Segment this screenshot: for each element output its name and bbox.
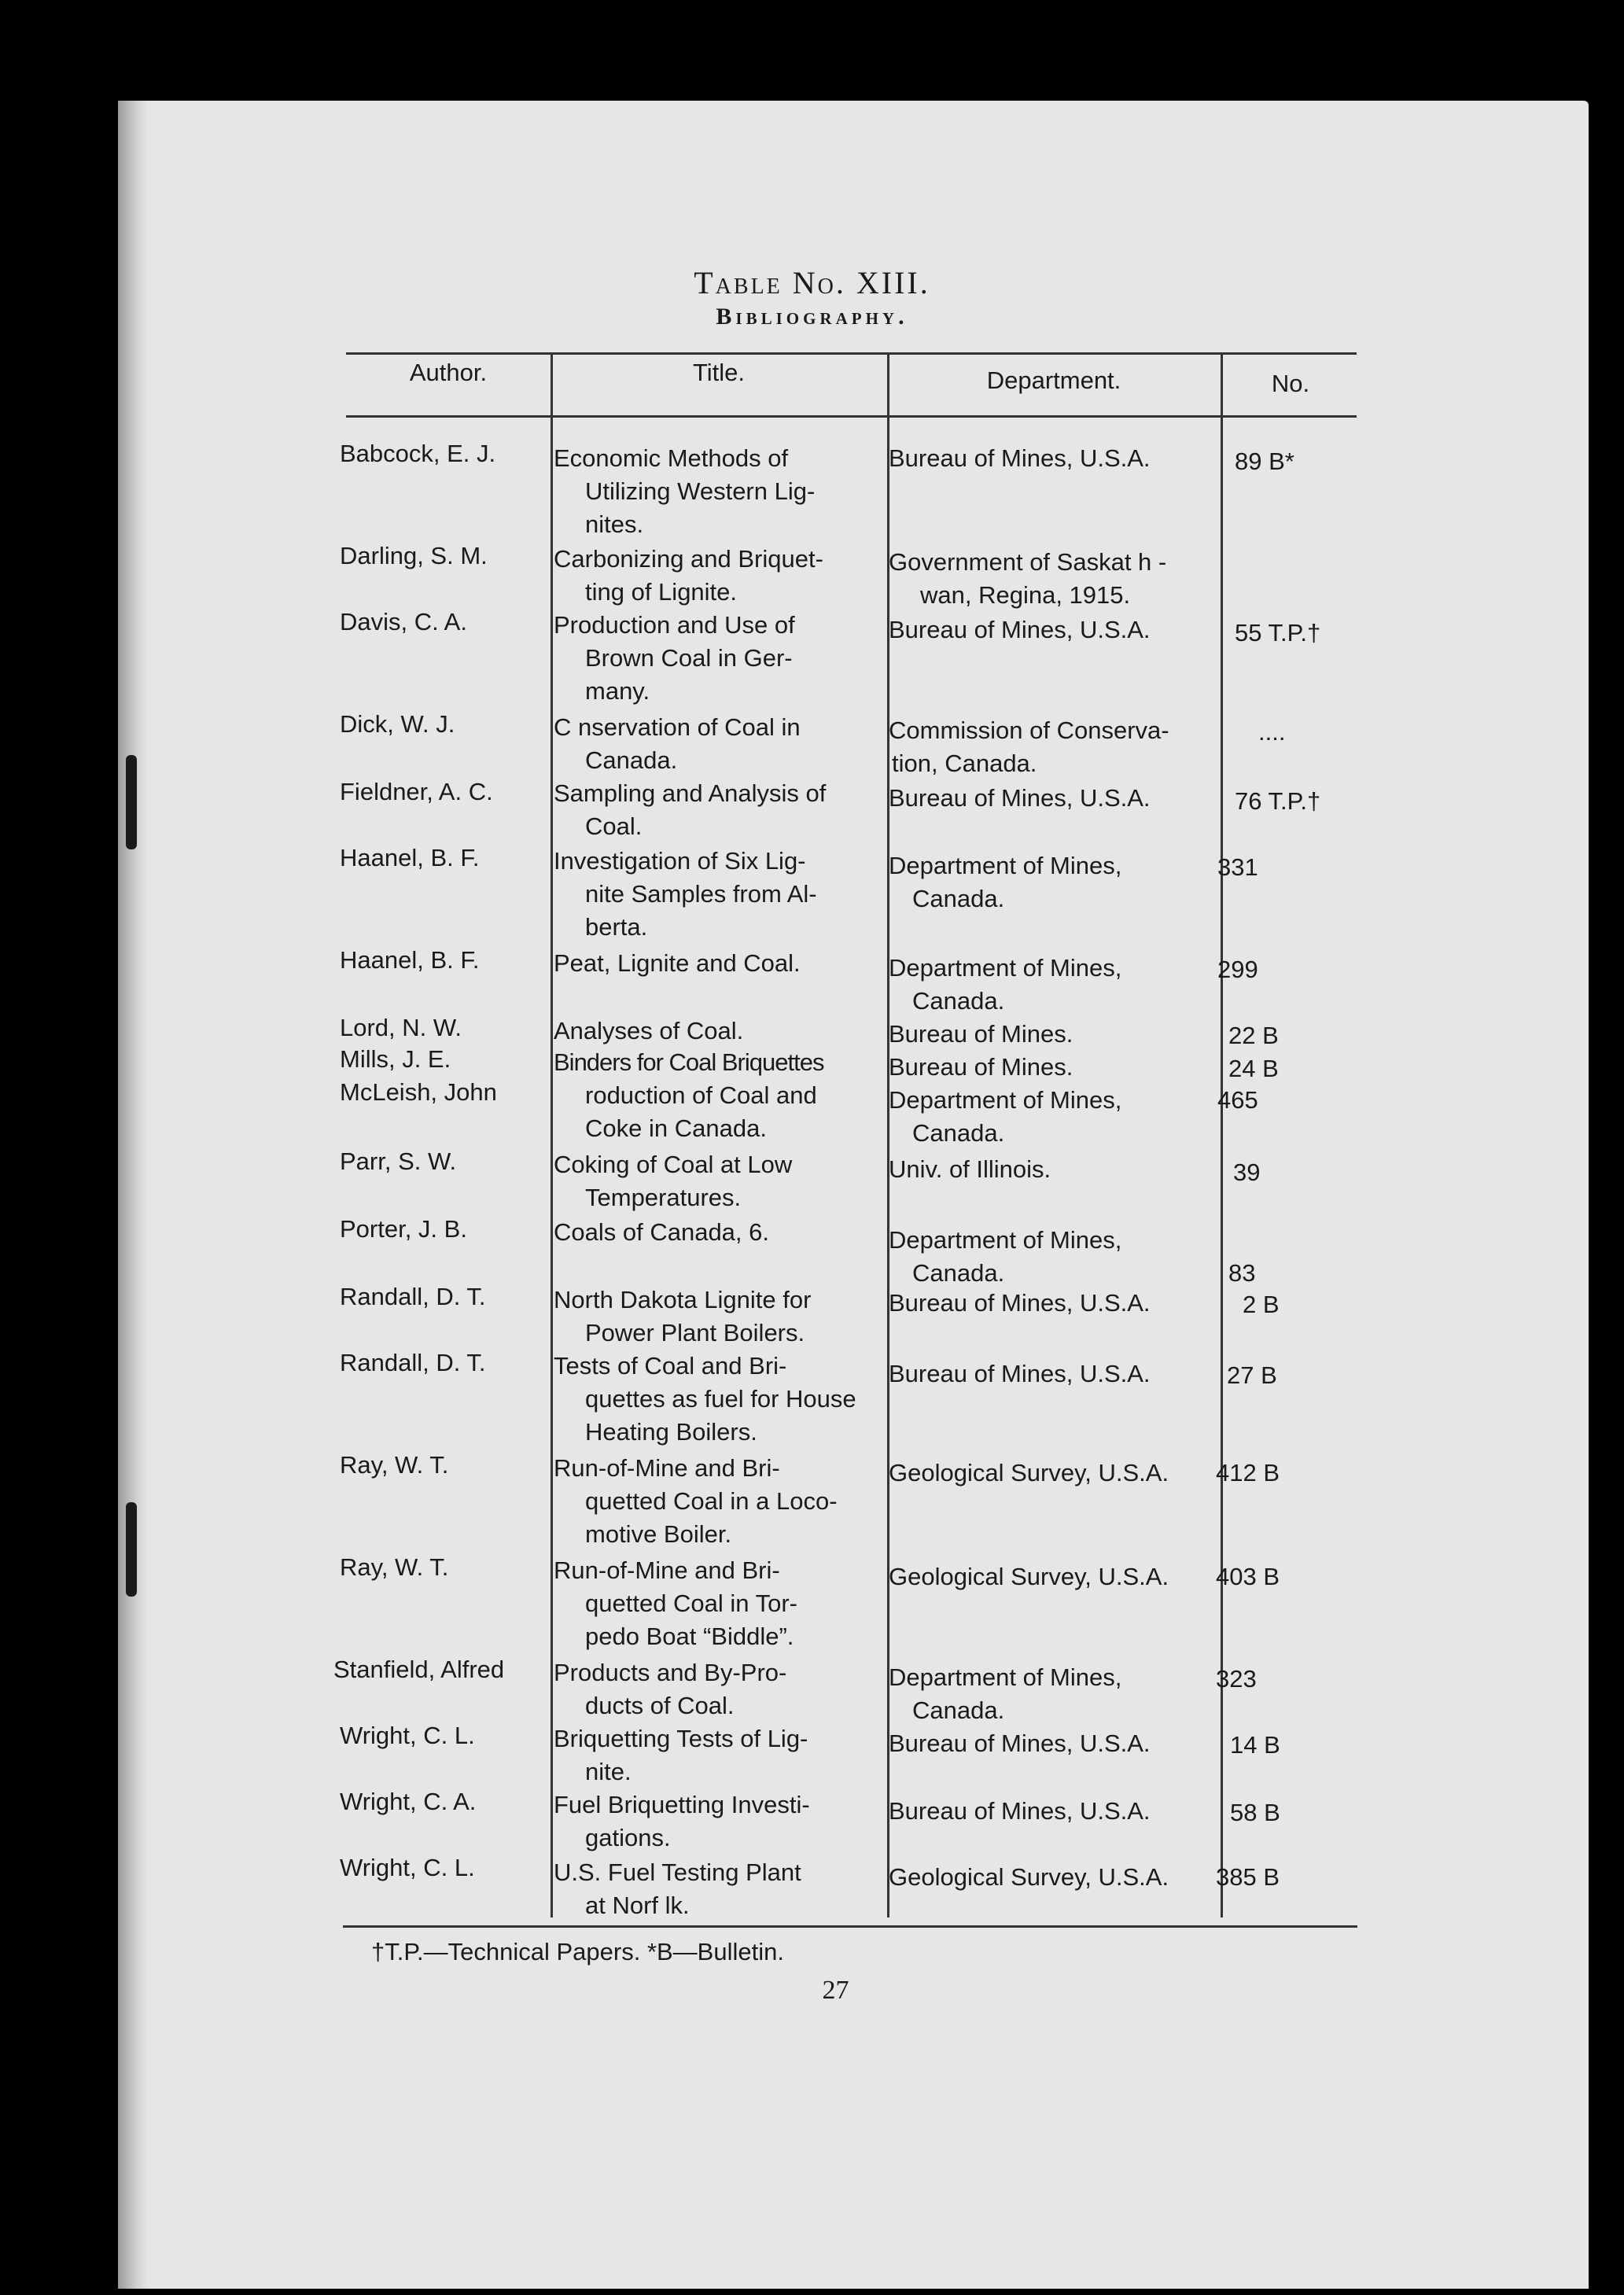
table-row-department: Bureau of Mines, U.S.A.	[889, 1797, 1151, 1825]
table-row-title: U.S. Fuel Testing Plant at Norf lk.	[554, 1858, 801, 1919]
table-row-author: Ray, W. T.	[340, 1451, 449, 1479]
table-row-no: 55 T.P.†	[1235, 619, 1321, 647]
column-header-title: Title.	[692, 359, 746, 386]
table-row-department: Bureau of Mines, U.S.A.	[889, 1289, 1151, 1317]
table-row-department: Bureau of Mines, U.S.A.	[889, 1730, 1151, 1757]
table-row-department: Geological Survey, U.S.A.	[889, 1863, 1169, 1891]
table-row-title: Analyses of Coal.	[554, 1017, 744, 1044]
table-row-no: 39	[1233, 1159, 1261, 1186]
table-row-department: Univ. of Illinois.	[889, 1155, 1051, 1183]
table-row-title: Briquetting Tests of Lig- nite.	[554, 1725, 808, 1785]
table-row-author: Davis, C. A.	[340, 608, 467, 635]
table-row-no: 385 B	[1216, 1863, 1280, 1891]
table-row-author: Wright, C. L.	[340, 1854, 475, 1881]
table-row-author: Lord, N. W.	[340, 1014, 462, 1041]
table-row-author: Wright, C. A.	[340, 1788, 477, 1815]
table-top-rule	[346, 352, 1357, 355]
table-row-department: Department of Mines, Canada.	[889, 954, 1122, 1015]
table-row-title: North Dakota Lignite for Power Plant Boilers.	[554, 1286, 812, 1346]
table-row-author: Haanel, B. F.	[340, 844, 480, 871]
table-row-title: Fuel Briquetting Investi- gations.	[554, 1791, 810, 1851]
table-row-title: Peat, Lignite and Coal.	[554, 949, 801, 977]
table-row-no: 323	[1216, 1665, 1257, 1693]
table-row-author: Porter, J. B.	[340, 1215, 467, 1243]
table-row-no: 331	[1217, 853, 1258, 881]
table-row-no: 403 B	[1216, 1563, 1280, 1590]
table-row-no: 27 B	[1227, 1361, 1277, 1389]
table-row-department: Commission of Conserva- tion, Canada.	[889, 716, 1169, 777]
table-row-author: Babcock, E. J.	[340, 440, 496, 467]
column-header-no: No.	[1271, 370, 1310, 397]
table-row-no: 24 B	[1228, 1055, 1279, 1082]
table-row-author: Parr, S. W.	[340, 1148, 457, 1175]
table-row-author: Fieldner, A. C.	[340, 778, 493, 805]
table-row-no: 14 B	[1230, 1731, 1280, 1759]
table-subtitle: Bibliography.	[716, 304, 908, 330]
column-header-author: Author.	[409, 359, 488, 386]
table-row-no: 58 B	[1230, 1799, 1280, 1826]
table-row-title: Products and By-Pro- ducts of Coal.	[554, 1659, 787, 1719]
table-row-department: Bureau of Mines.	[889, 1053, 1073, 1081]
table-row-author: Wright, C. L.	[340, 1722, 475, 1749]
table-row-department: Bureau of Mines, U.S.A.	[889, 616, 1151, 643]
table-row-title: Tests of Coal and Bri- quettes as fuel for House Heating Boilers.	[554, 1352, 856, 1446]
table-row-title: Sampling and Analysis of Coal.	[554, 779, 827, 840]
table-row-department: Department of Mines, Canada.	[889, 1226, 1122, 1287]
table-row-author: Darling, S. M.	[340, 542, 488, 569]
table-row-no: ....	[1258, 718, 1286, 746]
table-row-no: 299	[1217, 956, 1258, 983]
scan-artifact-left-2	[126, 1502, 137, 1597]
table-row-department: Department of Mines, Canada.	[889, 1663, 1122, 1724]
table-row-author: Ray, W. T.	[340, 1553, 449, 1581]
footnote: †T.P.—Technical Papers. *B—Bulletin.	[371, 1938, 784, 1965]
table-row-department: Bureau of Mines.	[889, 1020, 1073, 1048]
table-row-author: Mills, J. E.	[340, 1045, 451, 1073]
table-row-title: C nservation of Coal in Canada.	[554, 713, 801, 774]
table-row-title: Run-of-Mine and Bri- quetted Coal in Tor- pedo Boat “Biddle”.	[554, 1556, 797, 1650]
table-row-title: Investigation of Six Lig- nite Samples from Al- berta.	[554, 847, 817, 941]
table-row-title: Run-of-Mine and Bri- quetted Coal in a Loco- motive Boiler.	[554, 1454, 838, 1548]
table-row-title: Coals of Canada, 6.	[554, 1218, 770, 1246]
table-row-department: Geological Survey, U.S.A.	[889, 1459, 1169, 1486]
table-row-no: 2 B	[1243, 1291, 1280, 1318]
table-row-title: Economic Methods of Utilizing Western Lig- nites.	[554, 444, 816, 538]
table-row-author: Randall, D. T.	[340, 1283, 486, 1310]
table-row-no: 83	[1228, 1259, 1256, 1287]
page-binding-shadow	[118, 101, 148, 2289]
table-title: Table No. XIII.	[694, 265, 930, 300]
table-row-title: Production and Use of Brown Coal in Ger- many.	[554, 611, 795, 705]
table-row-department: Bureau of Mines, U.S.A.	[889, 444, 1151, 472]
table-row-department: Bureau of Mines, U.S.A.	[889, 784, 1151, 812]
table-row-author: McLeish, John	[340, 1078, 497, 1106]
table-row-author: Stanfield, Alfred	[333, 1656, 505, 1683]
table-bottom-rule	[343, 1925, 1357, 1928]
table-row-title: Carbonizing and Briquet- ting of Lignite.	[554, 545, 823, 606]
table-row-author: Randall, D. T.	[340, 1349, 486, 1376]
table-row-author: Dick, W. J.	[340, 710, 455, 738]
table-row-author: Haanel, B. F.	[340, 946, 480, 974]
table-row-department: Department of Mines, Canada.	[889, 1086, 1122, 1147]
scan-artifact-left-1	[126, 755, 137, 849]
table-row-no: 22 B	[1228, 1022, 1279, 1049]
column-header-department: Department.	[986, 367, 1121, 394]
table-row-department: Department of Mines, Canada.	[889, 852, 1122, 912]
table-row-no: 89 B*	[1235, 448, 1294, 475]
table-row-no: 76 T.P.†	[1235, 787, 1321, 815]
table-row-no: 465	[1217, 1086, 1258, 1114]
table-row-title: roduction of Coal and Coke in Canada.	[585, 1081, 817, 1142]
page-number: 27	[822, 1976, 849, 2005]
table-row-no: 412 B	[1216, 1459, 1280, 1486]
table-row-title: Coking of Coal at Low Temperatures.	[554, 1151, 793, 1211]
table-row-title: Binders for Coal Briquettes	[554, 1048, 824, 1076]
table-row-department: Geological Survey, U.S.A.	[889, 1563, 1169, 1590]
table-row-department: Government of Saskat h - wan, Regina, 1915.	[889, 548, 1167, 609]
table-header-rule	[346, 415, 1357, 418]
table-row-department: Bureau of Mines, U.S.A.	[889, 1360, 1151, 1387]
